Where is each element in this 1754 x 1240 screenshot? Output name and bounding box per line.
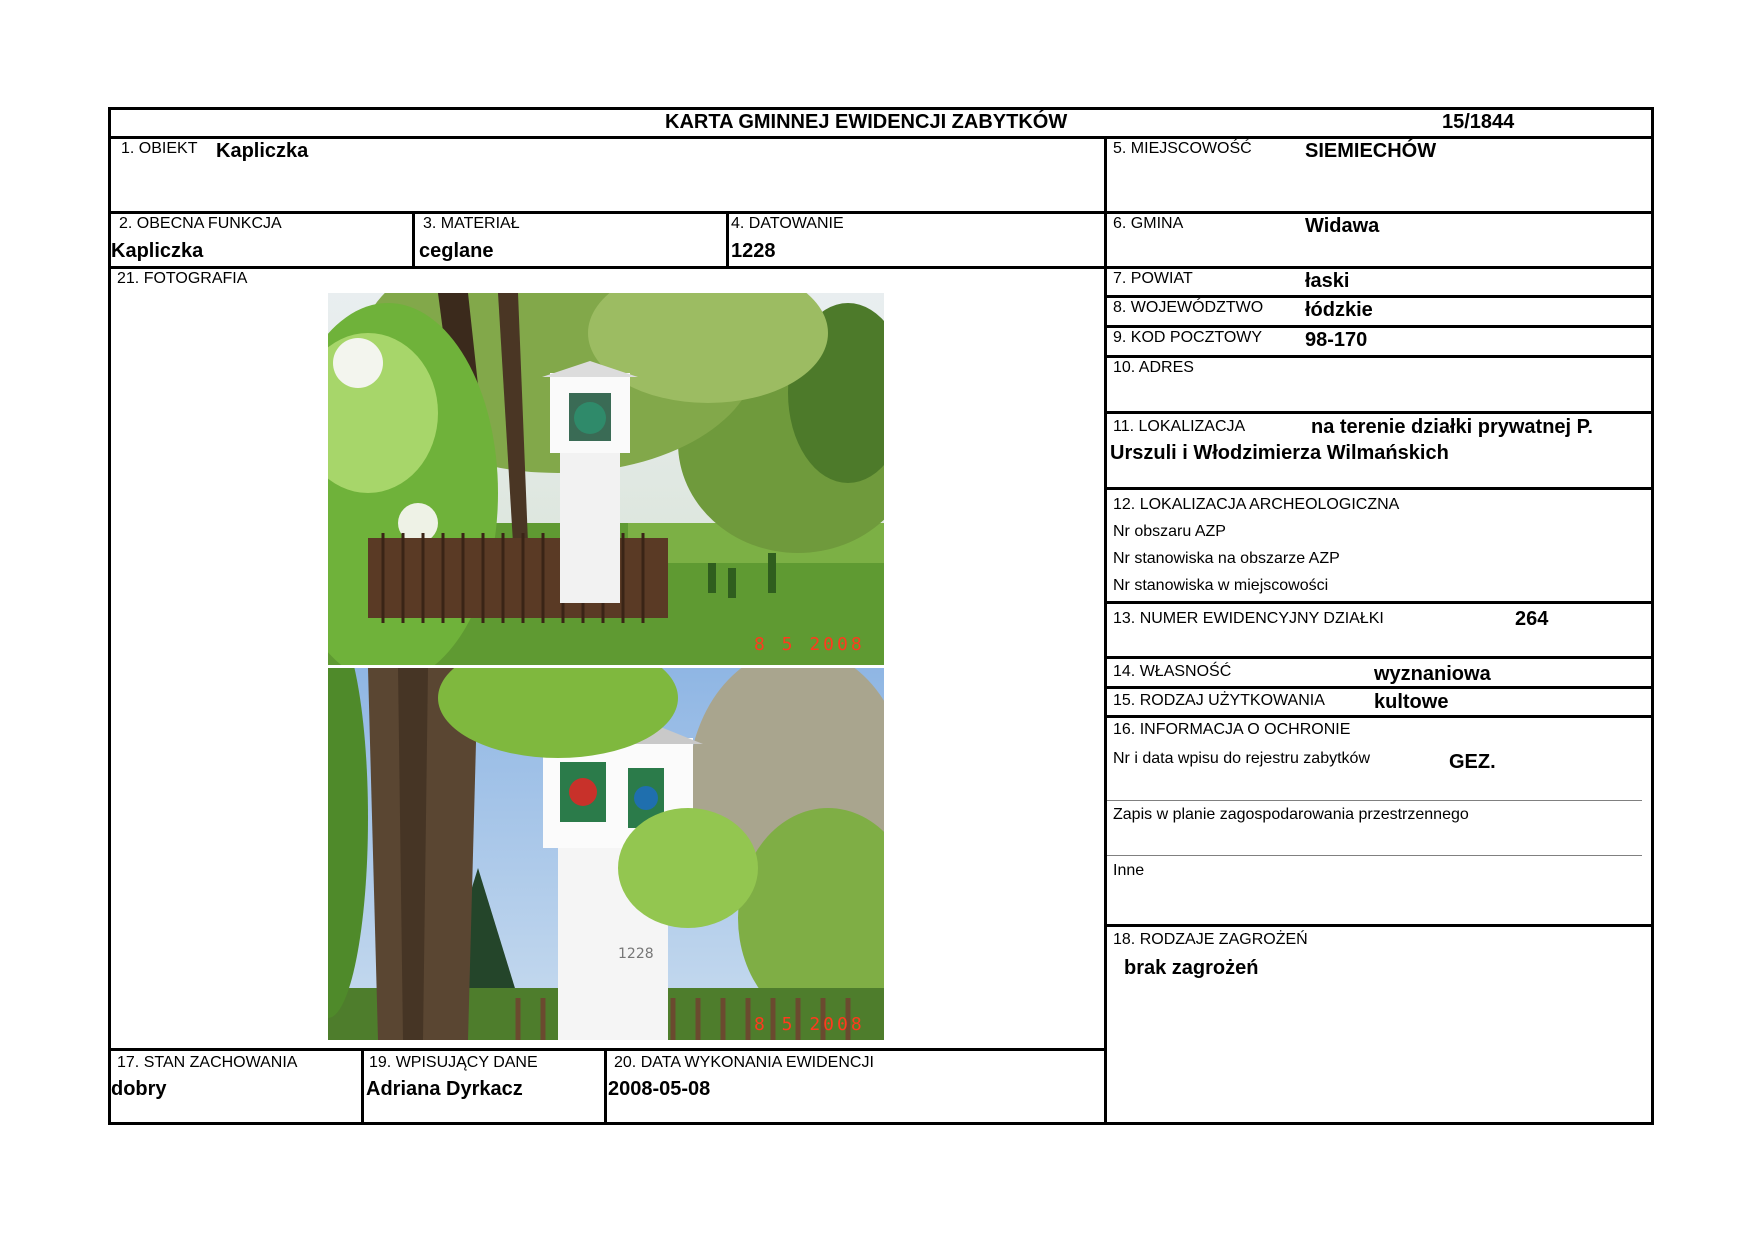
photo2-date-stamp: 8 5 2008 (754, 1014, 865, 1035)
archeo-line-2: Nr stanowiska na obszarze AZP (1113, 550, 1340, 567)
uzytkowanie-value: kultowe (1374, 691, 1449, 713)
inne-label: Inne (1113, 862, 1145, 879)
card-title: KARTA GMINNEJ EWIDENCJI ZABYTKÓW (665, 111, 1068, 133)
chapel-photo-1 (328, 293, 884, 665)
divider (108, 136, 1654, 139)
ochrona-label: 16. INFORMACJA O OCHRONIE (1113, 721, 1351, 738)
divider (108, 211, 1654, 214)
divider (604, 1048, 607, 1125)
card-number: 15/1844 (1442, 111, 1515, 133)
divider (412, 211, 415, 269)
divider (1104, 411, 1654, 414)
kod-value: 98-170 (1305, 329, 1368, 351)
datowanie-label: 4. DATOWANIE (731, 215, 844, 232)
gmina-value: Widawa (1305, 215, 1380, 237)
divider (1104, 924, 1654, 927)
divider (726, 211, 729, 269)
powiat-value: łaski (1305, 270, 1350, 292)
divider (1104, 355, 1654, 358)
archeo-line-1: Nr obszaru AZP (1113, 523, 1226, 540)
divider (1104, 686, 1654, 689)
stan-label: 17. STAN ZACHOWANIA (117, 1054, 298, 1071)
zagrozenia-value: brak zagrożeń (1124, 957, 1259, 979)
obiekt-label: 1. OBIEKT (121, 140, 198, 157)
divider (1104, 487, 1654, 490)
zagrozenia-label: 18. RODZAJE ZAGROŻEŃ (1113, 931, 1308, 948)
lokalizacja-value-2: Urszuli i Włodzimierza Wilmańskich (1110, 442, 1449, 464)
divider (108, 266, 1654, 269)
material-label: 3. MATERIAŁ (423, 215, 520, 232)
dzialka-value: 264 (1515, 608, 1549, 630)
funkcja-value: Kapliczka (111, 240, 204, 262)
plan-label: Zapis w planie zagospodarowania przestrzennego (1113, 806, 1469, 823)
divider (108, 1048, 1107, 1051)
miejscowosc-value: SIEMIECHÓW (1305, 140, 1437, 162)
wojewodztwo-label: 8. WOJEWÓDZTWO (1113, 299, 1264, 316)
divider (1104, 715, 1654, 718)
gmina-label: 6. GMINA (1113, 215, 1184, 232)
dzialka-label: 13. NUMER EWIDENCYJNY DZIAŁKI (1113, 610, 1384, 627)
divider (1104, 295, 1654, 298)
divider (1107, 855, 1642, 856)
lokalizacja-value-1: na terenie działki prywatnej P. (1311, 416, 1593, 438)
data-value: 2008-05-08 (608, 1078, 711, 1100)
photo1-date-stamp: 8 5 2008 (754, 634, 865, 655)
wlasnosc-value: wyznaniowa (1374, 663, 1491, 685)
kod-label: 9. KOD POCZTOWY (1113, 329, 1263, 346)
divider (1107, 800, 1642, 801)
chapel-photo-2 (328, 668, 884, 1040)
material-value: ceglane (419, 240, 494, 262)
wlasnosc-label: 14. WŁASNOŚĆ (1113, 663, 1232, 680)
divider (1104, 656, 1654, 659)
wpisujacy-label: 19. WPISUJĄCY DANE (369, 1054, 538, 1071)
powiat-label: 7. POWIAT (1113, 270, 1193, 287)
archeo-line-3: Nr stanowiska w miejscowości (1113, 577, 1329, 594)
datowanie-value: 1228 (731, 240, 776, 262)
divider (1104, 136, 1107, 1125)
adres-label: 10. ADRES (1113, 359, 1194, 376)
divider (1104, 601, 1654, 604)
lokalizacja-label: 11. LOKALIZACJA (1113, 418, 1246, 435)
stan-value: dobry (111, 1078, 167, 1100)
obiekt-value: Kapliczka (216, 140, 309, 162)
divider (361, 1048, 364, 1125)
chapel-plaque: 1228 (618, 946, 654, 962)
uzytkowanie-label: 15. RODZAJ UŻYTKOWANIA (1113, 692, 1325, 709)
fotografia-label: 21. FOTOGRAFIA (117, 270, 248, 287)
wpisujacy-value: Adriana Dyrkacz (366, 1078, 523, 1100)
rejestr-value: GEZ. (1449, 751, 1496, 773)
miejscowosc-label: 5. MIEJSCOWOŚĆ (1113, 140, 1252, 157)
archeo-label: 12. LOKALIZACJA ARCHEOLOGICZNA (1113, 496, 1400, 513)
wojewodztwo-value: łódzkie (1305, 299, 1373, 321)
divider (1104, 325, 1654, 328)
rejestr-label: Nr i data wpisu do rejestru zabytków (1113, 750, 1370, 767)
funkcja-label: 2. OBECNA FUNKCJA (119, 215, 282, 232)
data-label: 20. DATA WYKONANIA EWIDENCJI (614, 1054, 874, 1071)
